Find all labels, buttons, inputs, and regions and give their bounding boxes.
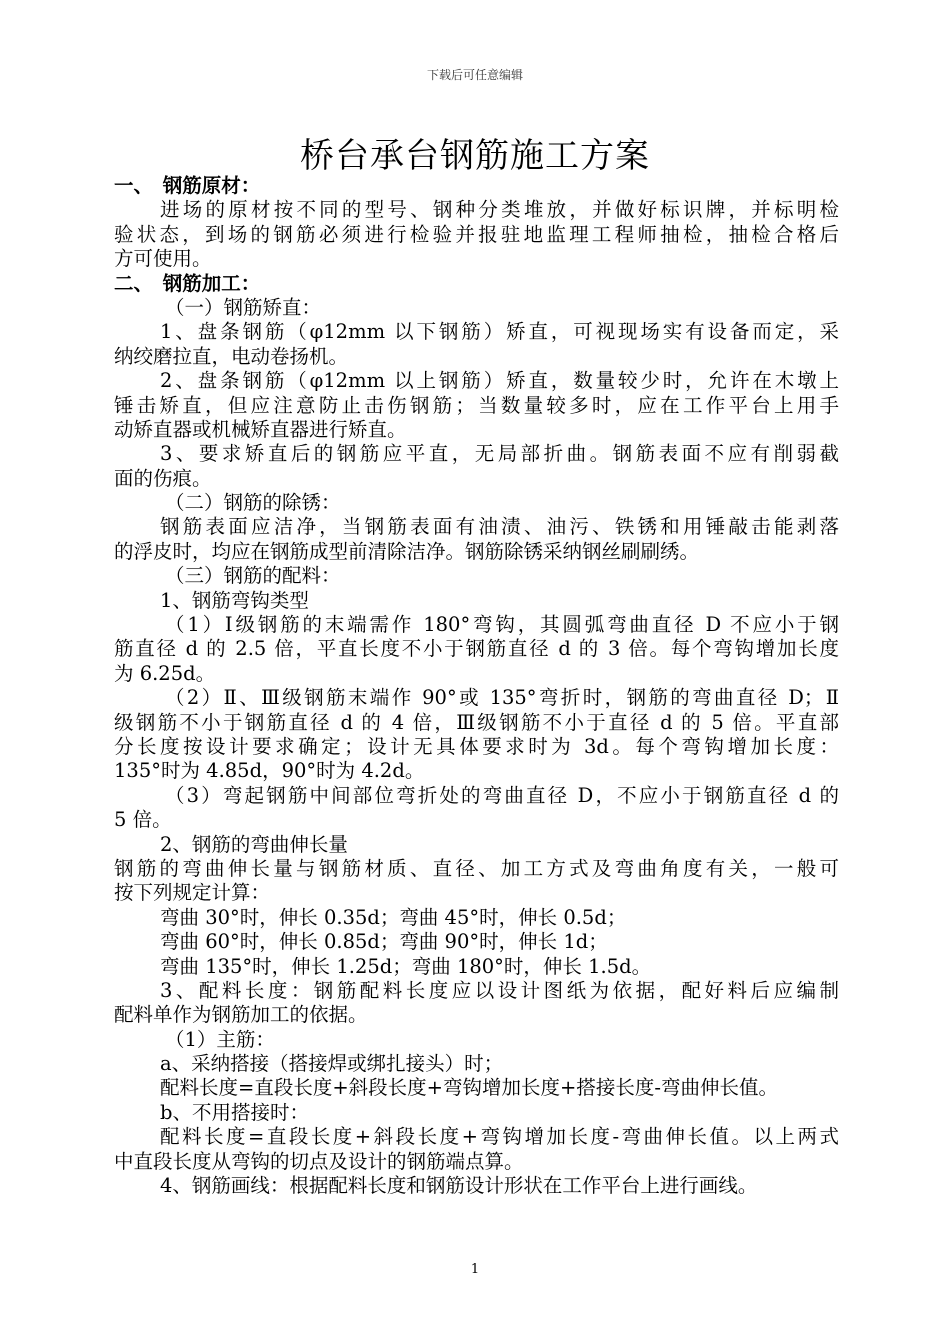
paragraph-line: （1）主筋： <box>165 1027 275 1051</box>
paragraph-line: 135°时为 4.85d，90°时为 4.2d。 <box>114 759 425 783</box>
paragraph-line: 进场的原材按不同的型号、钢种分类堆放，并做好标识牌，并标明检 <box>160 198 839 222</box>
paragraph-line: 弯曲 60°时，伸长 0.85d；弯曲 90°时，伸长 1d； <box>160 930 608 954</box>
paragraph-line: 5 倍。 <box>114 808 172 832</box>
paragraph-line: （2）Ⅱ、Ⅲ级钢筋末端作 90°或 135°弯折时，钢筋的弯曲直径 D；Ⅱ <box>165 686 839 710</box>
paragraph-line: 弯曲 135°时，伸长 1.25d；弯曲 180°时，伸长 1.5d。 <box>160 954 652 978</box>
paragraph-line: 面的伤痕。 <box>114 466 212 490</box>
paragraph-line: 验状态，到场的钢筋必须进行检验并报驻地监理工程师抽检，抽检合格后 <box>114 222 839 246</box>
paragraph-line: 2、盘条钢筋（φ12mm 以上钢筋）矫直，数量较少时，允许在木墩上 <box>160 369 839 393</box>
page-number: 1 <box>470 1262 480 1277</box>
paragraph-line: （二）钢筋的除锈： <box>165 491 341 515</box>
paragraph-line: 3、要求矫直后的钢筋应平直，无局部折曲。钢筋表面不应有削弱截 <box>160 442 839 466</box>
paragraph-line: （1）Ⅰ级钢筋的末端需作 180°弯钩，其圆弧弯曲直径 D 不应小于钢 <box>165 613 839 637</box>
paragraph-line: 钢筋的弯曲伸长量与钢筋材质、直径、加工方式及弯曲角度有关，一般可 <box>114 856 839 880</box>
paragraph-line: 配料长度=直段长度+斜段长度+弯钩增加长度+搭接长度-弯曲伸长值。 <box>160 1076 778 1100</box>
section-heading: 二、 钢筋加工： <box>114 271 261 295</box>
paragraph-line: （一）钢筋矫直： <box>165 295 322 319</box>
paragraph-line: 中直段长度从弯钩的切点及设计的钢筋端点算。 <box>114 1149 524 1173</box>
paragraph-line: （三）钢筋的配料： <box>165 564 341 588</box>
paragraph-line: （3）弯起钢筋中间部位弯折处的弯曲直径 D，不应小于钢筋直径 d 的 <box>165 783 839 807</box>
paragraph-line: 筋直径 d 的 2.5 倍，平直长度不小于钢筋直径 d 的 3 倍。每个弯钩增加长度 <box>114 637 839 661</box>
document-title: 桥台承台钢筋施工方案 <box>300 136 650 176</box>
paragraph-line: 4、钢筋画线：根据配料长度和钢筋设计形状在工作平台上进行画线。 <box>160 1174 758 1198</box>
paragraph-line: 方可使用。 <box>114 247 212 271</box>
paragraph-line: 弯曲 30°时，伸长 0.35d；弯曲 45°时，伸长 0.5d； <box>160 905 627 929</box>
paragraph-line: 3、配料长度：钢筋配料长度应以设计图纸为依据，配好料后应编制 <box>160 978 839 1002</box>
page-header: 下载后可任意编辑 <box>426 68 523 82</box>
paragraph-line: b、不用搭接时： <box>160 1100 309 1124</box>
paragraph-line: 配料单作为钢筋加工的依据。 <box>114 1003 368 1027</box>
section-heading: 一、 钢筋原材： <box>114 174 261 197</box>
paragraph-line: 的浮皮时，均应在钢筋成型前清除洁净。钢筋除锈采纳钢丝刷刷绣。 <box>114 539 700 563</box>
paragraph-line: 钢筋表面应洁净，当钢筋表面有油渍、油污、铁锈和用锤敲击能剥落 <box>160 515 839 539</box>
paragraph-line: 锤击矫直，但应注意防止击伤钢筋；当数量较多时，应在工作平台上用手 <box>114 393 839 417</box>
paragraph-line: 分长度按设计要求确定；设计无具体要求时为 3d。每个弯钩增加长度： <box>114 734 839 758</box>
paragraph-line: 动矫直器或机械矫直器进行矫直。 <box>114 417 407 441</box>
paragraph-line: 为 6.25d。 <box>114 661 216 685</box>
paragraph-line: 级钢筋不小于钢筋直径 d 的 4 倍，Ⅲ级钢筋不小于直径 d 的 5 倍。平直部 <box>114 710 839 734</box>
paragraph-line: 1、盘条钢筋（φ12mm 以下钢筋）矫直，可视现场实有设备而定，采 <box>160 320 839 344</box>
paragraph-line: 2、钢筋的弯曲伸长量 <box>160 832 348 856</box>
paragraph-line: 1、钢筋弯钩类型 <box>160 588 309 612</box>
paragraph-line: 配料长度=直段长度+斜段长度+弯钩增加长度-弯曲伸长值。以上两式 <box>160 1125 839 1149</box>
paragraph-line: a、采纳搭接（搭接焊或绑扎接头）时； <box>160 1052 504 1076</box>
paragraph-line: 按下列规定计算： <box>114 881 271 905</box>
document-body <box>114 174 839 1198</box>
paragraph-line: 纳绞磨拉直，电动卷扬机。 <box>114 344 349 368</box>
